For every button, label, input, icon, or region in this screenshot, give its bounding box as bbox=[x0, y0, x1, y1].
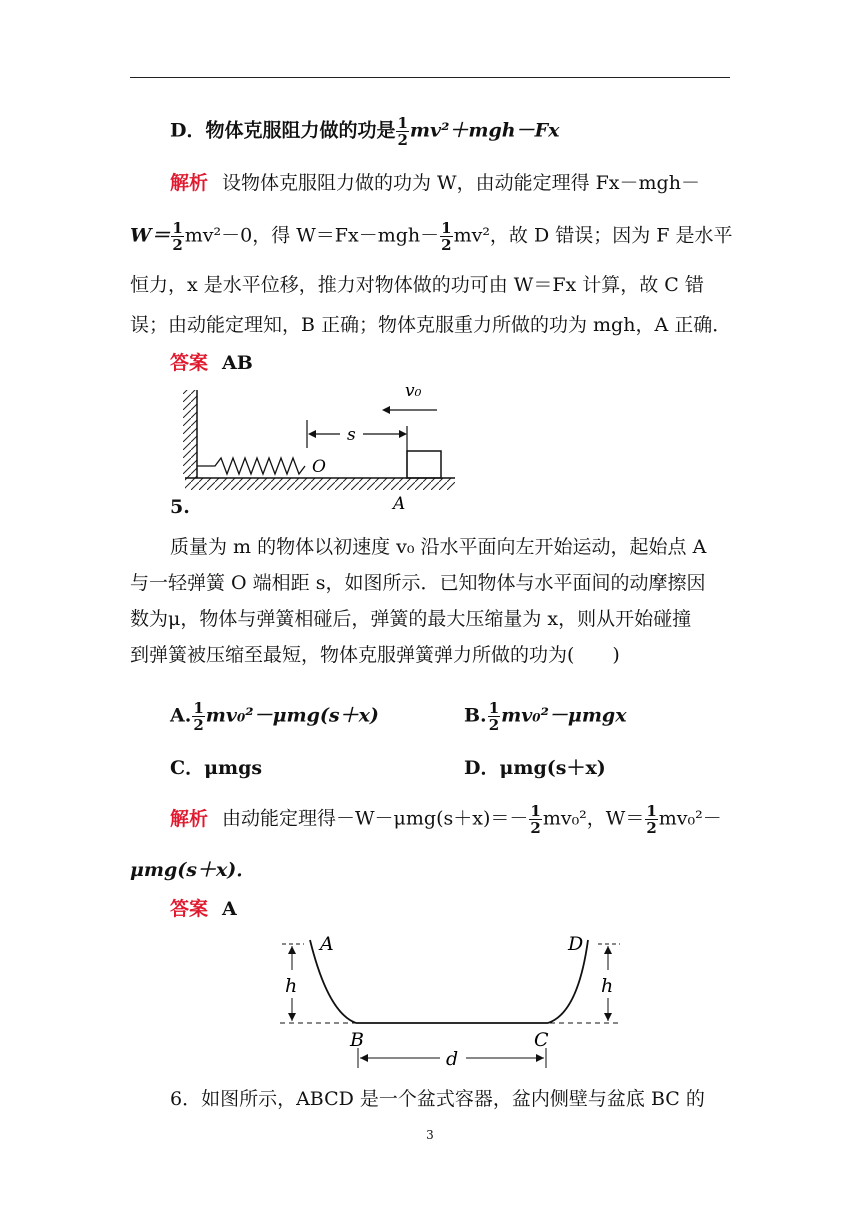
v0-arrowhead bbox=[382, 406, 390, 414]
answer-value: A bbox=[222, 898, 237, 920]
q5-option-d[interactable]: D．μmg(s＋x) bbox=[464, 757, 606, 779]
label-b: B bbox=[350, 1029, 364, 1051]
s-arrowhead-left bbox=[308, 430, 316, 438]
d-arrowhead-left bbox=[360, 1054, 368, 1062]
d-arrowhead-right bbox=[536, 1054, 544, 1062]
fraction: $\frac{1}{2}$ bbox=[172, 219, 183, 254]
fraction: $\frac{1}{2}$ bbox=[441, 219, 452, 254]
q5-option-a[interactable]: A. $\frac{1}{2}$ mv₀²－μmg(s＋x) bbox=[170, 699, 379, 734]
answer2 bbox=[170, 896, 730, 922]
h-left-arrowhead-bottom bbox=[288, 1013, 296, 1021]
label-a: A bbox=[320, 933, 334, 955]
label-c: C bbox=[534, 1029, 549, 1051]
q5-line4: 到弹簧被压缩至最短，物体克服弹簧弹力所做的功为( ) bbox=[130, 644, 620, 666]
label-d-distance: d bbox=[446, 1048, 459, 1070]
fraction: $\frac{1}{2}$ bbox=[193, 699, 204, 734]
answer-key: 答案 bbox=[170, 352, 209, 374]
fraction: $\frac{1}{2}$ bbox=[397, 114, 408, 149]
fraction: $\frac{1}{2}$ bbox=[646, 802, 657, 837]
q5-line1: 质量为 m 的物体以初速度 v₀ 沿水平面向左开始运动，起始点 A bbox=[170, 536, 707, 558]
option-d-label: D．物体克服阻力做的功是 bbox=[170, 119, 396, 142]
answer-value: AB bbox=[222, 352, 253, 374]
basin-figure bbox=[270, 928, 640, 1076]
h-right-arrowhead-top bbox=[604, 946, 612, 954]
spring bbox=[197, 458, 305, 474]
q5-line3: 数为μ，物体与弹簧相碰后，弹簧的最大压缩量为 x，则从开始碰撞 bbox=[130, 608, 692, 630]
h-right-arrowhead-bottom bbox=[604, 1013, 612, 1021]
q5-option-c[interactable]: C．μmgs bbox=[170, 757, 263, 779]
s-arrowhead-right bbox=[399, 430, 407, 438]
header-rule bbox=[130, 77, 730, 78]
q5-line2: 与一轻弹簧 O 端相距 s，如图所示．已知物体与水平面间的动摩擦因 bbox=[130, 572, 706, 594]
q5-option-b[interactable]: B. $\frac{1}{2}$ mv₀²－μmgx bbox=[464, 699, 627, 734]
label-v0: v₀ bbox=[405, 381, 422, 401]
prev-option-d bbox=[170, 115, 730, 148]
label-o: O bbox=[312, 457, 326, 477]
option-d-expr: mv²＋mgh－Fx bbox=[409, 119, 560, 142]
q5-number: 5. bbox=[170, 496, 190, 518]
analysis-key: 解析 bbox=[170, 172, 209, 194]
wall-hatch bbox=[183, 390, 197, 478]
label-a: A bbox=[393, 494, 406, 513]
analysis2-line1: 解析 由动能定理得－W－μmg(s＋x)＝－ $\frac{1}{2}$ mv₀²，W＝ $\frac{1}{2}$ mv₀²－ bbox=[170, 802, 722, 837]
analysis1-line2: W＝ $\frac{1}{2}$ mv²－0，得 W＝Fx－mgh－ $\frac{1}{2}$ mv²，故 D 错误；因为 F 是水平 bbox=[130, 219, 733, 254]
fraction: $\frac{1}{2}$ bbox=[488, 699, 500, 734]
page-number: 3 bbox=[426, 1128, 434, 1142]
analysis1-line4: 误；由动能定理知，B 正确；物体克服重力所做的功为 mgh，A 正确． bbox=[130, 314, 732, 336]
block bbox=[407, 451, 441, 478]
fraction: $\frac{1}{2}$ bbox=[530, 802, 541, 837]
answer-key: 答案 bbox=[170, 898, 209, 920]
analysis2-line2: μmg(s＋x)． bbox=[130, 859, 256, 881]
analysis1-line1: 解析 设物体克服阻力做的功为 W，由动能定理得 Fx－mgh－ bbox=[170, 172, 700, 194]
analysis-key: 解析 bbox=[170, 807, 209, 830]
label-s: s bbox=[347, 425, 356, 445]
q6-line1: 6．如图所示，ABCD 是一个盆式容器，盆内侧壁与盆底 BC 的 bbox=[170, 1088, 705, 1110]
label-h-left: h bbox=[285, 975, 298, 997]
label-h-right: h bbox=[601, 975, 614, 997]
answer1 bbox=[170, 350, 730, 376]
label-d: D bbox=[568, 933, 584, 955]
spring-block-figure bbox=[175, 378, 465, 513]
ground-hatch bbox=[185, 478, 455, 490]
h-left-arrowhead-top bbox=[288, 946, 296, 954]
analysis1-line3: 恒力，x 是水平位移，推力对物体做的功可由 W＝Fx 计算，故 C 错 bbox=[130, 274, 704, 296]
